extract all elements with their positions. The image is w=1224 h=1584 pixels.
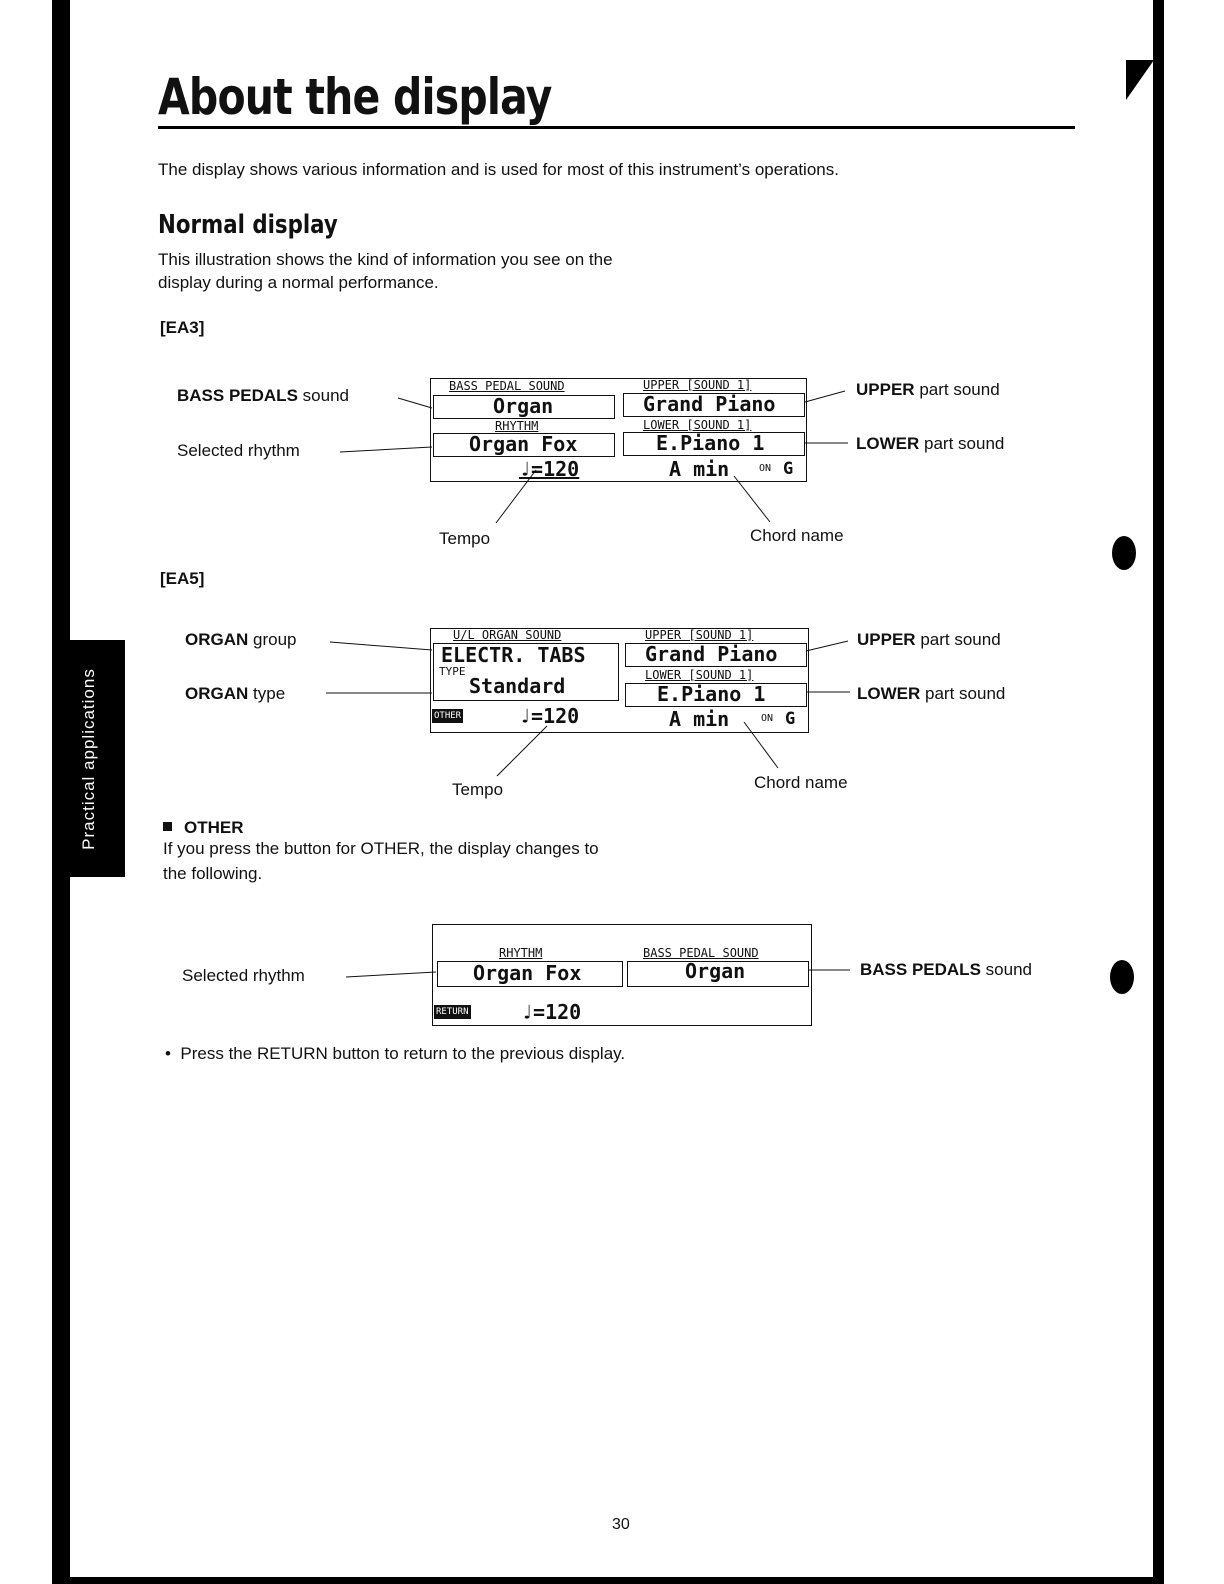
ea3-on-note: G [783, 459, 794, 479]
ea3-bass-value: Organ [493, 394, 554, 418]
right-margin-bar [1153, 0, 1164, 1584]
ea3-model-label: [EA3] [160, 318, 205, 337]
other-rhythm-header: RHYTHM [499, 946, 543, 960]
other-selected-rhythm-label: Selected rhythm [182, 966, 305, 985]
ea3-bass-header: BASS PEDAL SOUND [449, 379, 565, 393]
ea5-organ-group-leader [330, 642, 432, 650]
ea5-organ-value: ELECTR. TABS [441, 643, 586, 667]
ea3-rhythm-leader [340, 447, 432, 452]
other-bass-label: BASS PEDALS sound [860, 960, 1032, 979]
ea5-upper-leader [806, 641, 848, 651]
ea3-tempo-value: ♩=120 [519, 457, 580, 481]
ea5-chord-label: Chord name [754, 773, 848, 792]
ea5-tempo-value: ♩=120 [519, 704, 580, 728]
ea3-chord-label: Chord name [750, 526, 844, 545]
ea5-upper-label: UPPER part sound [857, 630, 1001, 649]
ea3-selected-rhythm-label: Selected rhythm [177, 441, 300, 460]
ea3-upper-leader [805, 391, 845, 402]
page-number: 30 [612, 1516, 630, 1533]
ea3-on-label: ON [759, 463, 772, 474]
ea3-lower-value: E.Piano 1 [656, 431, 765, 455]
corner-mark [1126, 60, 1154, 100]
ea3-lower-header: LOWER [SOUND 1] [643, 418, 752, 432]
ea3-lower-label: LOWER part sound [856, 434, 1005, 453]
return-note: • Press the RETURN button to return to the previous display. [165, 1044, 626, 1063]
section-text: This illustration shows the kind of information you see on the display during a normal performance. [158, 250, 613, 292]
ea5-tempo-label: Tempo [452, 780, 504, 799]
ea5-organ-type-label: ORGAN type [185, 684, 286, 703]
ea3-upper-label: UPPER part sound [856, 380, 1000, 399]
ea5-lower-header: LOWER [SOUND 1] [645, 668, 754, 682]
ea5-type-value: Standard [469, 674, 566, 698]
square-bullet-icon [163, 822, 172, 831]
ea5-other-tag[interactable]: OTHER [434, 711, 462, 721]
ea3-tempo-label: Tempo [439, 529, 491, 548]
other-rhythm-leader [346, 972, 436, 977]
ea5-on-label: ON [761, 713, 774, 724]
side-tab-label: Practical applications [78, 667, 98, 850]
intro-text: The display shows various information and is used for most of this instrument’s operations. [158, 160, 839, 179]
ea5-lcd [430, 628, 809, 733]
ea5-upper-header: UPPER [SOUND 1] [645, 628, 754, 642]
ea5-upper-value: Grand Piano [645, 642, 778, 666]
ea5-type-label: TYPE [439, 665, 466, 678]
other-bass-header: BASS PEDAL SOUND [643, 946, 759, 960]
ea3-chord-value: A min [669, 457, 730, 481]
other-return-tag[interactable]: RETURN [436, 1007, 469, 1017]
ea5-organ-group-label: ORGAN group [185, 630, 297, 649]
ea5-on-note: G [785, 709, 796, 729]
ea3-rhythm-value: Organ Fox [469, 432, 578, 456]
ea5-model-label: [EA5] [160, 569, 205, 588]
section-heading: Normal display [158, 210, 338, 240]
other-lcd [432, 924, 812, 1026]
page-title: About the display [158, 68, 552, 126]
other-tempo-value: ♩=120 [521, 1000, 582, 1024]
ea5-chord-value: A min [669, 707, 730, 731]
ea3-rhythm-header: RHYTHM [495, 419, 539, 433]
ea3-lcd [430, 378, 807, 482]
ea5-tempo-leader [497, 726, 547, 776]
ea3-upper-value: Grand Piano [643, 392, 776, 416]
ea3-chord-leader [734, 476, 770, 522]
ea3-bass-leader [398, 398, 432, 408]
ea3-upper-header: UPPER [SOUND 1] [643, 378, 752, 392]
binding-hole-1 [1112, 536, 1136, 570]
other-text: If you press the button for OTHER, the display changes to the following. [163, 839, 599, 883]
ea5-organ-header: U/L ORGAN SOUND [453, 628, 562, 642]
other-heading: OTHER [163, 818, 244, 838]
title-rule [158, 126, 1075, 129]
ea3-bass-pedals-label: BASS PEDALS sound [177, 386, 349, 405]
ea5-lower-label: LOWER part sound [857, 684, 1006, 703]
binding-hole-2 [1110, 960, 1134, 994]
other-rhythm-value: Organ Fox [473, 961, 582, 985]
other-bass-value: Organ [685, 959, 746, 983]
bottom-margin-bar [52, 1577, 1164, 1584]
ea5-lower-value: E.Piano 1 [657, 682, 766, 706]
